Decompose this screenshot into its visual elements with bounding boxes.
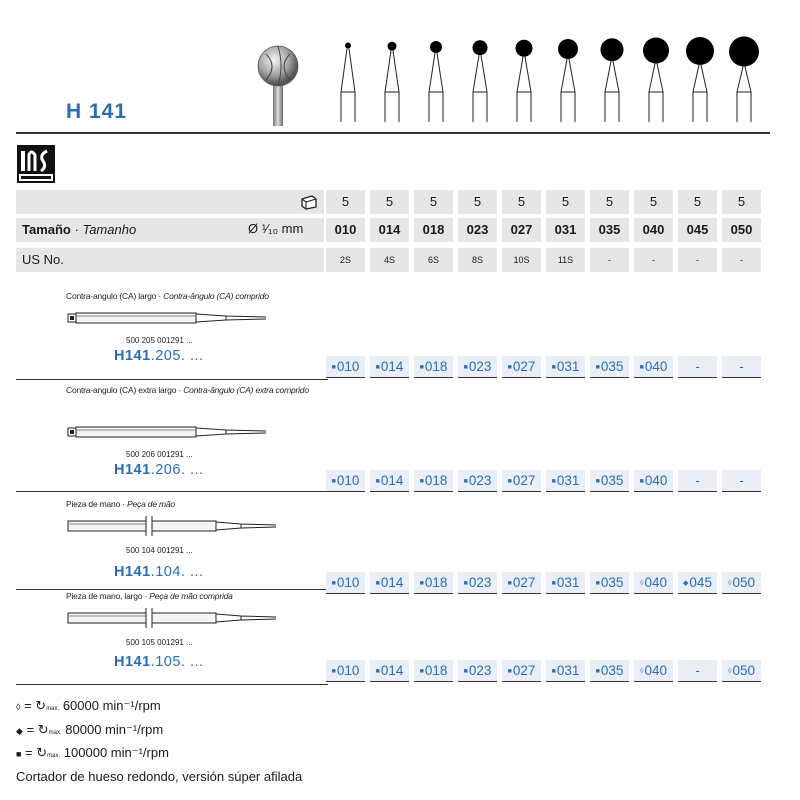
bur-size-icon [341, 43, 355, 123]
size-cell: 027 [502, 218, 541, 242]
speed-marker-icon: ■ [595, 580, 600, 587]
size-cell: 045 [678, 218, 717, 242]
speed-marker-icon: ■ [419, 580, 424, 587]
variant-cell: ■023 [458, 572, 497, 594]
variant-cell: ■027 [502, 470, 541, 492]
speed-marker-icon: ■ [375, 364, 380, 371]
product-section [16, 498, 770, 591]
speed-marker-icon: ■ [331, 364, 336, 371]
variant-cell: ■040 [634, 356, 673, 378]
product-section [16, 384, 770, 493]
us-row [16, 248, 770, 272]
variant-cell: ■018 [414, 356, 453, 378]
article-number: 500 104 001291 ... [126, 546, 193, 555]
speed-marker-icon: ■ [639, 478, 644, 485]
speed-marker-icon: ■ [595, 478, 600, 485]
speed-marker-icon: ■ [551, 478, 556, 485]
speed-marker-icon: ■ [551, 668, 556, 675]
speed-marker-icon: ■ [463, 478, 468, 485]
variant-cell: ■018 [414, 470, 453, 492]
speed-marker-icon: ■ [331, 580, 336, 587]
variant-cells [326, 356, 770, 378]
brand-logo-icon [17, 145, 55, 183]
size-label-pt: Tamanho [82, 222, 137, 237]
speed-marker-icon: ◊ [640, 580, 644, 587]
speed-marker-icon: ■ [463, 580, 468, 587]
speed-marker-icon: ■ [16, 749, 22, 759]
variant-cells [326, 660, 770, 682]
product-code: H141.104. ... [114, 564, 204, 580]
variant-cell: ■031 [546, 470, 585, 492]
speed-marker-icon: ■ [595, 364, 600, 371]
section-caption: Pieza de mano, largo · Peça de mão comprida [66, 591, 233, 601]
variant-cell: ■035 [590, 470, 629, 492]
speed-marker-icon: ◊ [640, 668, 644, 675]
section-divider [16, 379, 328, 380]
bur-photo [254, 40, 302, 126]
us-no-cell: - [722, 248, 761, 272]
speed-marker-icon: ■ [463, 668, 468, 675]
variant-cell: ■023 [458, 470, 497, 492]
variant-cell: - [722, 356, 761, 378]
speed-marker-icon: ■ [507, 364, 512, 371]
pack-qty-cell: 5 [326, 190, 365, 214]
us-no-cell: - [678, 248, 717, 272]
speed-marker-icon: ■ [331, 478, 336, 485]
speed-marker-icon: ◊ [728, 580, 732, 587]
variant-cell: - [722, 470, 761, 492]
variant-cell: ■035 [590, 572, 629, 594]
us-no-cell: - [590, 248, 629, 272]
size-cell: 010 [326, 218, 365, 242]
variant-cell: ■035 [590, 356, 629, 378]
section-divider [16, 491, 328, 492]
size-row: Tamaño · Tamanho Ø ¹⁄₁₀ mm 010 014 018 023 027 031 035 040 045 050 [16, 218, 770, 242]
speed-marker-icon: ■ [507, 580, 512, 587]
bur-size-icon [601, 38, 624, 122]
variant-cell: ■010 [326, 572, 365, 594]
legend [16, 696, 302, 786]
variant-cell: ■014 [370, 470, 409, 492]
speed-marker-icon: ◊ [728, 668, 732, 675]
speed-marker-icon: ■ [463, 364, 468, 371]
size-cell: 040 [634, 218, 673, 242]
pack-qty-cell: 5 [502, 190, 541, 214]
speed-marker-icon: ◆ [683, 580, 689, 587]
variant-cell: ■014 [370, 572, 409, 594]
size-cell: 050 [722, 218, 761, 242]
speed-marker-icon: ■ [419, 668, 424, 675]
speed-marker-icon: ■ [551, 364, 556, 371]
speed-marker-icon: ■ [419, 364, 424, 371]
variant-cell: ■023 [458, 660, 497, 682]
variant-cell: ◊050 [722, 572, 761, 594]
section-divider [16, 684, 328, 685]
product-code: H141.205. ... [114, 348, 204, 364]
product-section [16, 290, 770, 381]
bur-size-icons [326, 30, 766, 126]
bur-size-icon [729, 37, 759, 123]
pack-qty-cell: 5 [634, 190, 673, 214]
article-number: 500 205 001291 ... [126, 336, 193, 345]
speed-marker-icon: ◊ [16, 702, 21, 712]
pack-qty-cell: 5 [546, 190, 585, 214]
variant-cell: ■027 [502, 660, 541, 682]
variant-cell: ■010 [326, 356, 365, 378]
product-title: H 141 [66, 100, 128, 123]
bur-size-icon [558, 39, 578, 122]
article-number: 500 206 001291 ... [126, 450, 193, 459]
bur-size-icon [516, 40, 533, 122]
package-icon [300, 194, 318, 210]
variant-cell: ■010 [326, 470, 365, 492]
speed-marker-icon: ■ [595, 668, 600, 675]
size-cell: 018 [414, 218, 453, 242]
us-no-cell: 11S [546, 248, 585, 272]
bur-size-icon [643, 38, 669, 123]
us-no-cell: 10S [502, 248, 541, 272]
variant-cell: - [678, 470, 717, 492]
section-caption: Contra-angulo (CA) largo · Contra-ângulo (CA) comprido [66, 291, 269, 301]
size-cell: 023 [458, 218, 497, 242]
legend-item: ◊ = ↻max. 60000 min⁻¹/rpm [16, 698, 161, 713]
bur-size-icon [385, 42, 399, 122]
product-description: Cortador de hueso redondo, versión súper afilada [16, 768, 303, 784]
pack-qty-cell: 5 [458, 190, 497, 214]
bur-size-icon [429, 41, 443, 122]
product-section [16, 590, 770, 686]
speed-marker-icon: ■ [331, 668, 336, 675]
speed-marker-icon: ■ [639, 364, 644, 371]
rotation-icon: ↻ [36, 745, 48, 760]
speed-marker-icon: ■ [507, 668, 512, 675]
us-no-cell: 8S [458, 248, 497, 272]
pack-qty-cell: 5 [722, 190, 761, 214]
size-unit: Ø ¹⁄₁₀ mm [248, 221, 304, 236]
product-code: H141.206. ... [114, 462, 204, 478]
variant-cell: ■035 [590, 660, 629, 682]
variant-cell: - [678, 660, 717, 682]
article-number: 500 105 001291 ... [126, 638, 193, 647]
rotation-icon: ↻ [35, 698, 47, 713]
variant-cell: ■031 [546, 660, 585, 682]
variant-cell: ■010 [326, 660, 365, 682]
variant-cell: ■031 [546, 356, 585, 378]
variant-cell: ■014 [370, 660, 409, 682]
size-cell: 031 [546, 218, 585, 242]
variant-cell: ◊050 [722, 660, 761, 682]
size-label: Tamaño [22, 222, 71, 237]
pack-qty-cell: 5 [590, 190, 629, 214]
us-label: US No. [22, 252, 64, 267]
instrument-drawing [66, 516, 286, 536]
us-no-cell: 2S [326, 248, 365, 272]
speed-marker-icon: ■ [375, 478, 380, 485]
variant-cell: - [678, 356, 717, 378]
pack-qty-cell: 5 [370, 190, 409, 214]
package-row [16, 190, 770, 214]
variant-cell: ◊040 [634, 660, 673, 682]
variant-cell: ■023 [458, 356, 497, 378]
rotation-icon: ↻ [37, 721, 49, 737]
variant-cell: ■027 [502, 356, 541, 378]
variant-cells [326, 470, 770, 492]
size-cell: 035 [590, 218, 629, 242]
instrument-drawing [66, 308, 286, 328]
header-divider [16, 132, 770, 134]
us-no-cell: - [634, 248, 673, 272]
variant-cell: ◊040 [634, 572, 673, 594]
legend-item: ◆ = ↻max. 80000 min⁻¹/rpm [16, 721, 164, 737]
product-code: H141.105. ... [114, 654, 204, 670]
us-no-cell: 6S [414, 248, 453, 272]
variant-cell: ■031 [546, 572, 585, 594]
variant-cell: ■040 [634, 470, 673, 492]
bur-size-icon [473, 40, 488, 122]
speed-marker-icon: ■ [551, 580, 556, 587]
variant-cell: ■018 [414, 572, 453, 594]
us-no-cell: 4S [370, 248, 409, 272]
section-caption: Contra-angulo (CA) extra largo · Contra-ângulo (CA) extra comprido [66, 385, 309, 395]
pack-qty-cell: 5 [678, 190, 717, 214]
legend-item: ■ = ↻max. 100000 min⁻¹/rpm [16, 745, 169, 760]
instrument-drawing [66, 608, 286, 628]
pack-qty-cell: 5 [414, 190, 453, 214]
speed-marker-icon: ■ [507, 478, 512, 485]
instrument-drawing [66, 422, 286, 442]
variant-cell: ◆045 [678, 572, 717, 594]
size-cell: 014 [370, 218, 409, 242]
section-caption: Pieza de mano · Peça de mão [66, 499, 175, 509]
speed-marker-icon: ◆ [16, 725, 23, 736]
speed-marker-icon: ■ [375, 668, 380, 675]
variant-cell: ■027 [502, 572, 541, 594]
speed-marker-icon: ■ [375, 580, 380, 587]
speed-marker-icon: ■ [419, 478, 424, 485]
variant-cell: ■018 [414, 660, 453, 682]
variant-cell: ■014 [370, 356, 409, 378]
bur-size-icon [686, 37, 714, 122]
